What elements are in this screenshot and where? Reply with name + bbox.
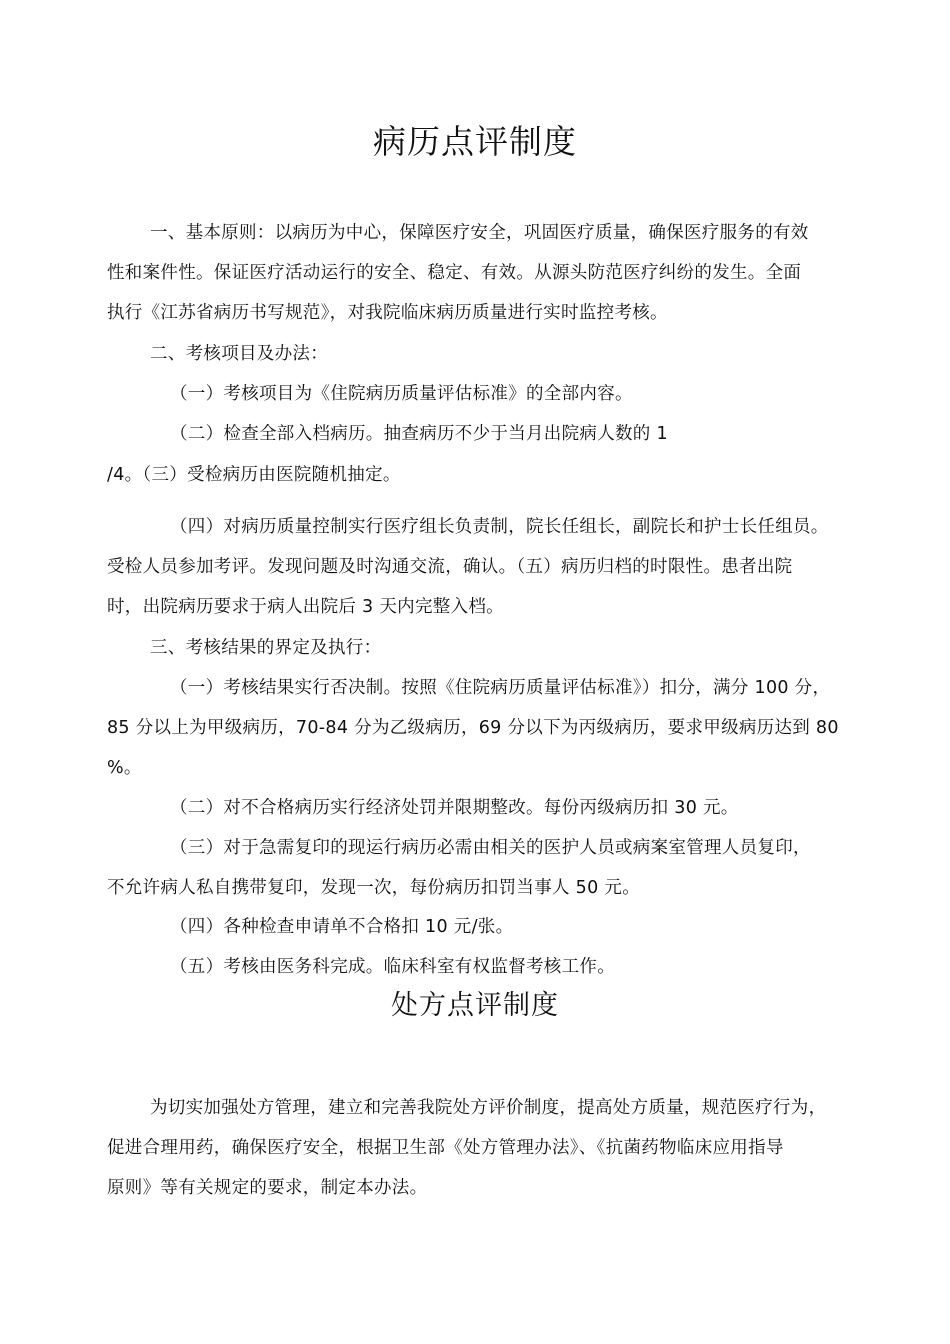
paragraph-line: 不允许病人私自携带复印，发现一次，每份病历扣罚当事人 50 元。	[107, 878, 640, 898]
paragraph-line: 为切实加强处方管理，建立和完善我院处方评价制度，提高处方质量，规范医疗行为，	[150, 1098, 827, 1118]
section-heading: 二、考核项目及办法：	[150, 344, 328, 364]
paragraph-line: （一）考核项目为《住院病历质量评估标准》的全部内容。	[170, 384, 633, 404]
paragraph-line: %。	[107, 758, 142, 778]
paragraph-line: 85 分以上为甲级病历，70-84 分为乙级病历，69 分以下为丙级病历，要求甲级病历达到 80	[107, 718, 839, 738]
document-title: 处方点评制度	[391, 990, 559, 1021]
paragraph-line: 性和案件性。保证医疗活动运行的安全、稳定、有效。从源头防范医疗纠纷的发生。全面	[107, 263, 802, 283]
paragraph-line: （二）对不合格病历实行经济处罚并限期整改。每份丙级病历扣 30 元。	[170, 798, 739, 818]
paragraph-line: 时，出院病历要求于病人出院后 3 天内完整入档。	[107, 597, 504, 617]
paragraph-line: （五）考核由医务科完成。临床科室有权监督考核工作。	[170, 957, 615, 977]
paragraph-line: （四）各种检查申请单不合格扣 10 元/张。	[170, 917, 514, 937]
paragraph-line: （一）考核结果实行否决制。按照《住院病历质量评估标准》）扣分，满分 100 分，	[170, 678, 831, 698]
document-title: 病历点评制度	[373, 122, 577, 161]
paragraph-line: （三）对于急需复印的现运行病历必需由相关的医护人员或病案室管理人员复印，	[170, 838, 811, 858]
paragraph-line: 受检人员参加考评。发现问题及时沟通交流，确认。（五）病历归档的时限性。患者出院	[107, 557, 793, 577]
section-heading: 三、考核结果的界定及执行：	[150, 638, 382, 658]
paragraph-line: /4。（三）受检病历由医院随机抽定。	[107, 465, 401, 485]
paragraph-line: 一、基本原则：以病历为中心，保障医疗安全，巩固医疗质量，确保医疗服务的有效	[150, 223, 809, 243]
paragraph-line: （二）检查全部入档病历。抽查病历不少于当月出院病人数的 1	[170, 424, 668, 444]
paragraph-line: 促进合理用药，确保医疗安全，根据卫生部《处方管理办法》、《抗菌药物临床应用指导	[107, 1138, 784, 1158]
paragraph-line: 原则》等有关规定的要求，制定本办法。	[107, 1178, 428, 1198]
paragraph-line: （四）对病历质量控制实行医疗组长负责制，院长任组长，副院长和护士长任组员。	[170, 517, 829, 537]
paragraph-line: 执行《江苏省病历书写规范》，对我院临床病历质量进行实时监控考核。	[107, 303, 668, 323]
